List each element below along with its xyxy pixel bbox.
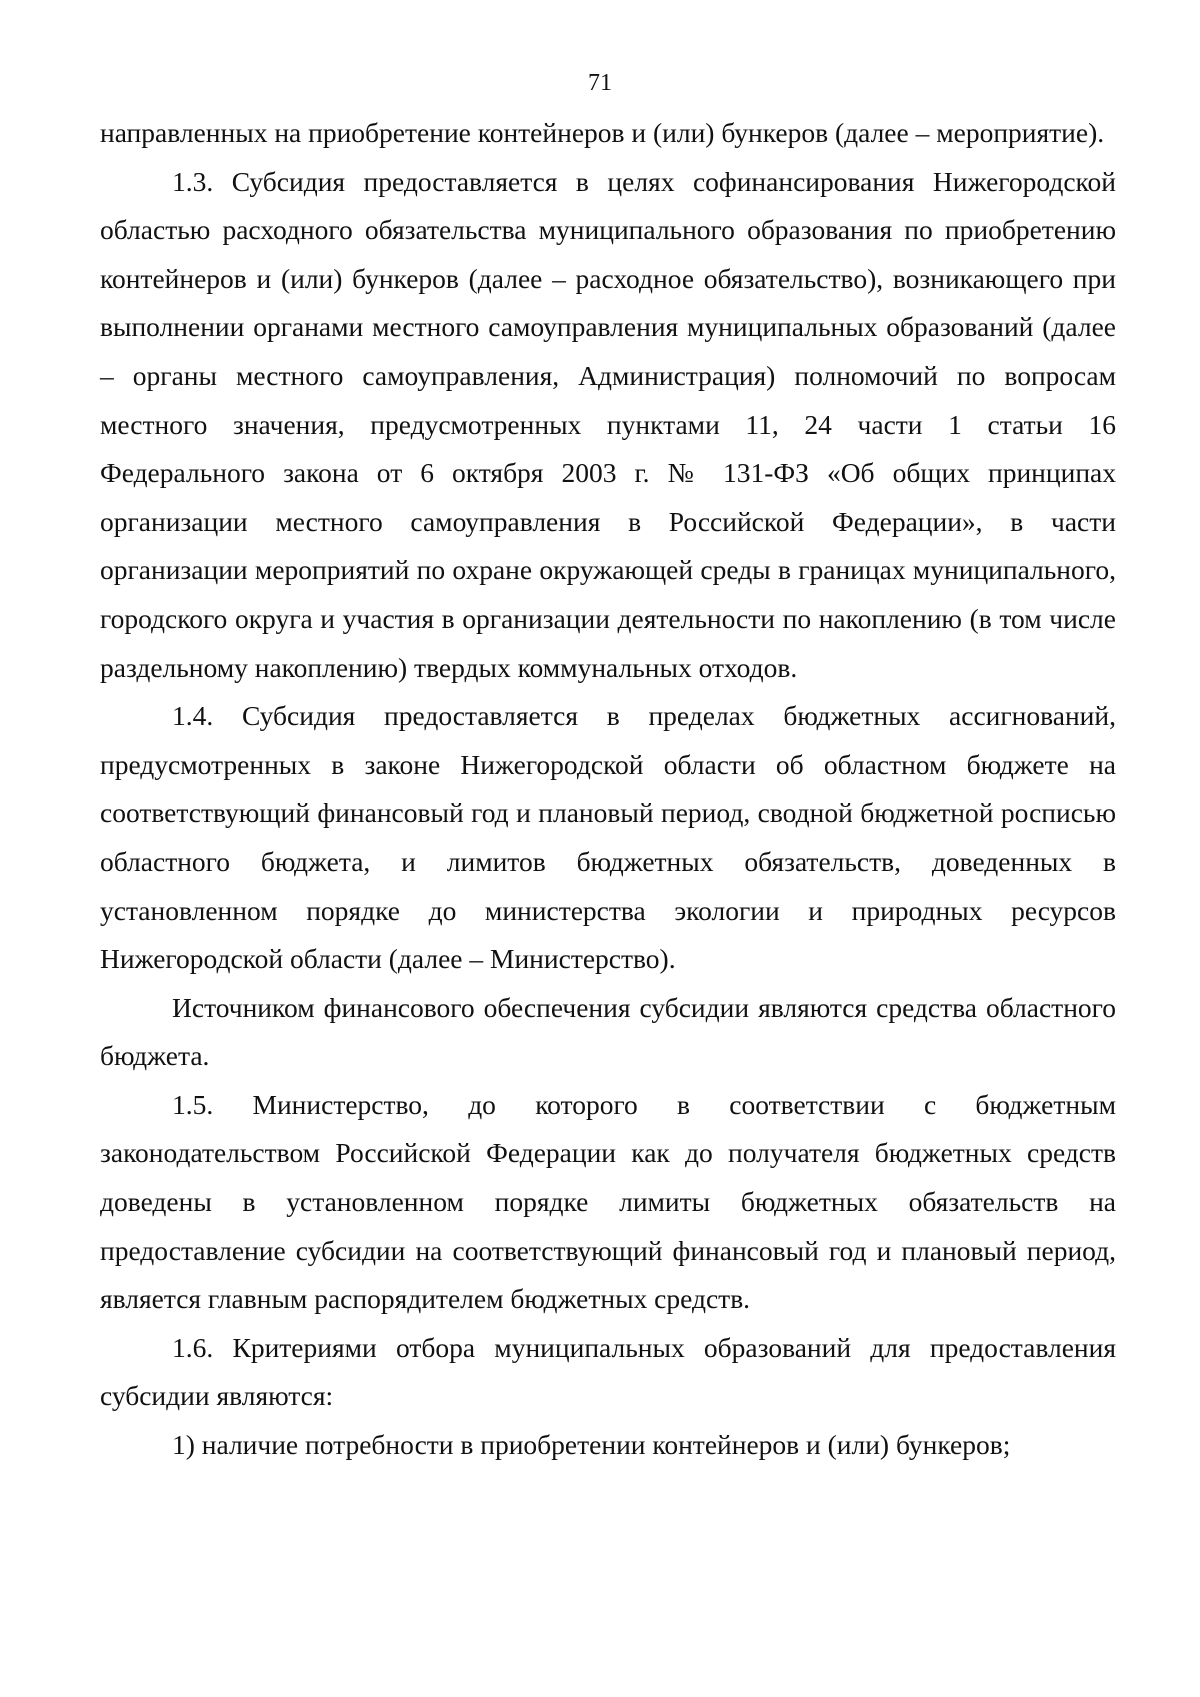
paragraph-continuation: направленных на приобретение контейнеров и (или) бункеров (далее – мероприятие). — [100, 117, 1105, 148]
paragraph-1-6: 1.6. Критериями отбора муниципальных образований для предоставления субсидии являются: — [100, 1331, 1116, 1412]
paragraph-1-4: 1.4. Субсидия предоставляется в пределах бюджетных ассигнований, предусмотренных в законе Нижегородской области об областном бюджете на соответствующий финансовый год и плановый период, сводной бюджетной росписью областного бюджета, и лимитов бюджетных обязательств, доведенных в установленном порядке до министерства экологии и природных ресурсов Нижегородской области (далее – Министерство). — [100, 700, 1116, 975]
document-body — [100, 109, 1116, 1470]
page-number: 71 — [588, 70, 612, 96]
paragraph-funding-source: Источником финансового обеспечения субсидии являются средства областного бюджета. — [100, 991, 1116, 1072]
paragraph-1-3: 1.3. Субсидия предоставляется в целях софинансирования Нижегородской областью расходного обязательства муниципального образования по приобретению контейнеров и (или) бункеров (далее – расходное обязательство), возникающего при выполнении органами местного самоуправления муниципальных образований (далее – органы местного самоуправления, Администрация) полномочий по вопросам местного значения, предусмотренных пунктами 11, 24 части 1 статьи 16 Федерального закона от 6 октября 2003 г. № 131-ФЗ «Об общих принципах организации местного самоуправления в Российской Федерации», в части организации мероприятий по охране окружающей среды в границах муниципального, городского округа и участия в организации деятельности по накоплению (в том числе раздельному накоплению) твердых коммунальных отходов. — [100, 165, 1116, 683]
list-item-criterion-1: 1) наличие потребности в приобретении контейнеров и (или) бункеров; — [172, 1429, 1011, 1461]
paragraph-1-5: 1.5. Министерство, до которого в соответствии с бюджетным законодательством Российской Федерации как до получателя бюджетных средств доведены в установленном порядке лимиты бюджетных обязательств на предоставление субсидии на соответствующий финансовый год и плановый период, является главным распорядителем бюджетных средств. — [100, 1088, 1116, 1315]
